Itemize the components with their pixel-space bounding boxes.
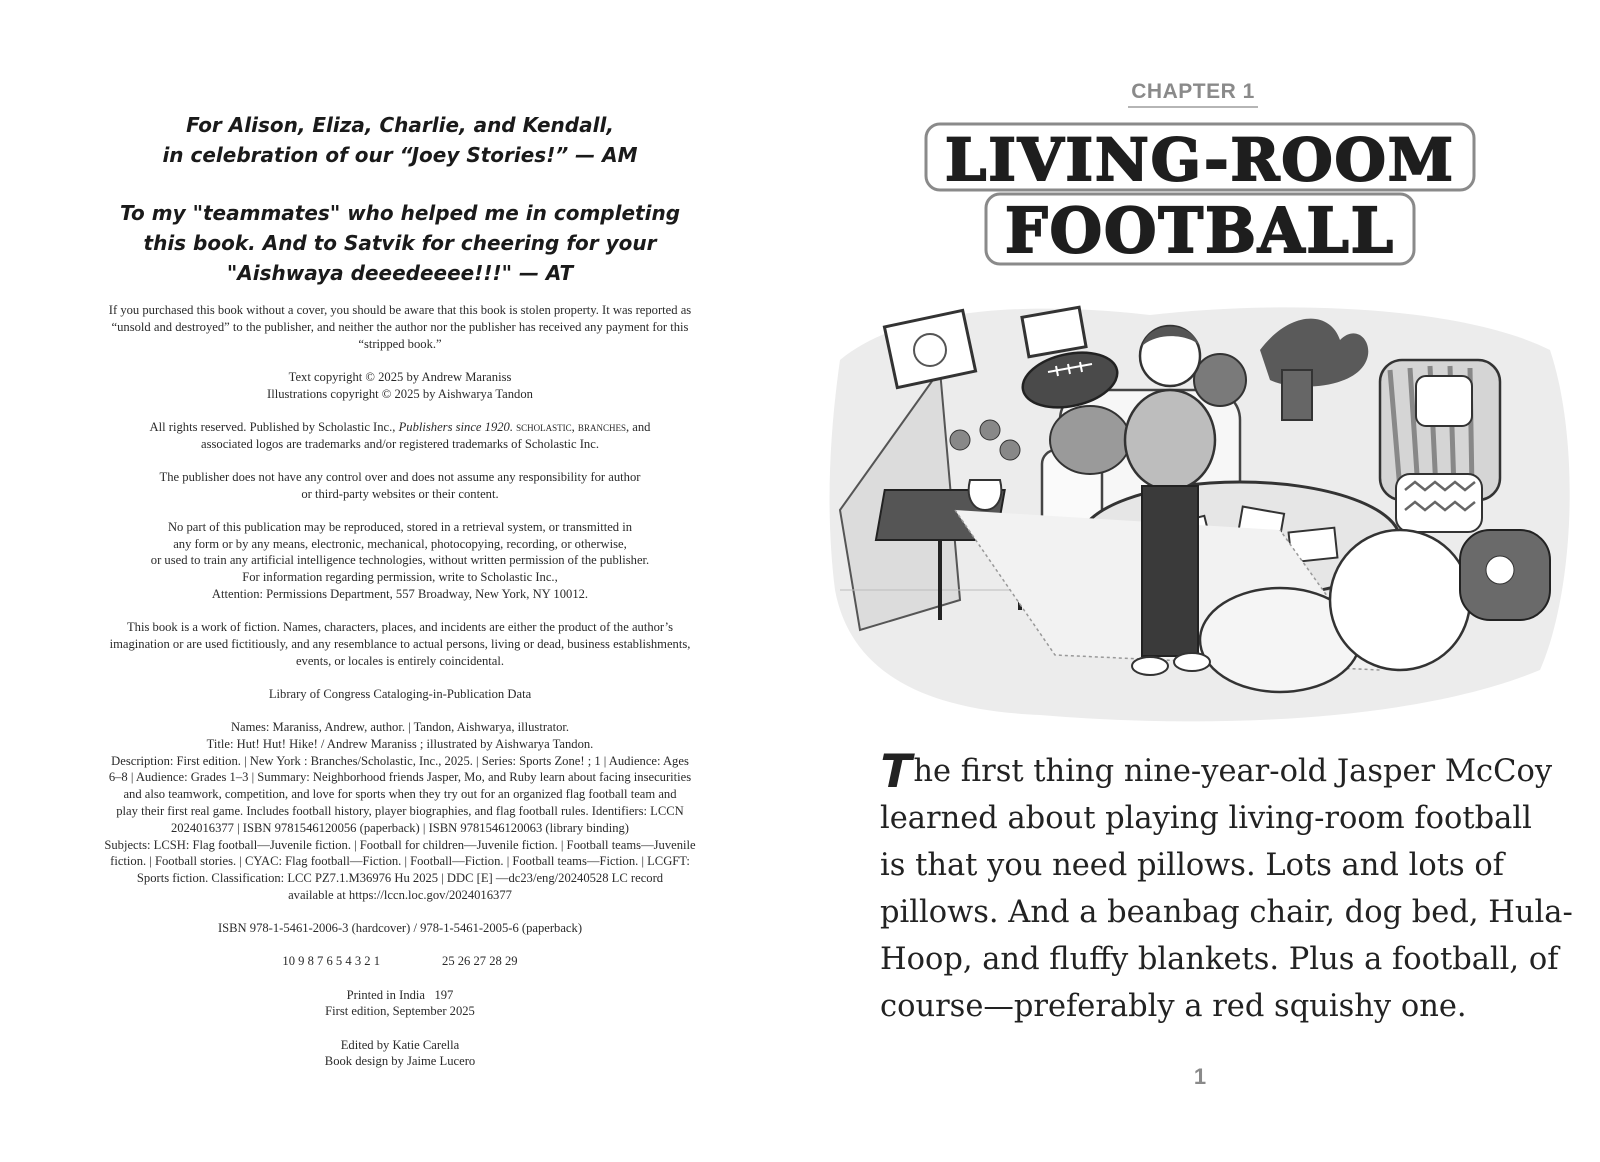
body-line: is that you need pillows. Lots and lots of	[880, 848, 1504, 883]
rights-reserved: All rights reserved. Published by Scholastic Inc., Publishers since 1920. scholastic, branches, and associated logos are trademarks and/or registered trademarks of Scholastic Inc.	[149, 419, 651, 451]
armchair-pillow	[1416, 376, 1472, 426]
reproduction-notice: No part of this publication may be reproduced, stored in a retrieval system, or transmitted in any form or by any means, electronic, mechanical, photocopying, recording, or otherwise, or used to train any artificial intelligence technologies, without written permission of the publisher. For information regarding permission, write to Scholastic Inc., Attention: Permissions Department, 557 Broadway, New York, NY 10012.	[150, 519, 650, 601]
dog-toy	[1486, 556, 1514, 584]
jasper-pants	[1142, 486, 1198, 656]
dedication-line: For Alison, Eliza, Charlie, and Kendall,	[186, 113, 614, 137]
illustrator-dedication	[70, 198, 730, 288]
chapter-title-line1: LIVING-ROOM	[945, 126, 1455, 194]
chapter-illustration	[820, 290, 1580, 730]
living-room-illustration	[820, 290, 1580, 730]
cushion	[1050, 406, 1130, 474]
jasper-sweatshirt	[1125, 390, 1215, 490]
year-numbers: 25 26 27 28 29	[442, 954, 518, 969]
isbn-line: ISBN 978-1-5461-2006-3 (hardcover) / 978-1-5461-2005-6 (paperback)	[217, 921, 583, 936]
chapter-label: CHAPTER 1	[1128, 80, 1258, 108]
right-page	[800, 0, 1600, 1162]
framed-dog-picture	[1022, 307, 1086, 356]
body-line: course—preferably a red squishy one.	[880, 989, 1467, 1024]
vase	[969, 480, 1002, 510]
printing-info: Printed in India 197 First edition, September 2025	[325, 987, 475, 1019]
chapter-title-art	[920, 118, 1480, 274]
dedication-line: "Aishwaya deeedeeee!!!" — AT	[226, 261, 574, 285]
body-line: learned about playing living-room football	[880, 801, 1532, 836]
flower	[980, 420, 1000, 440]
flower	[950, 430, 970, 450]
printing-numbers: 10 9 8 7 6 5 4 3 2 1	[282, 954, 381, 969]
author-dedication	[70, 110, 730, 170]
chapter-title-line2: FOOTBALL	[1005, 194, 1395, 267]
fiction-disclaimer: This book is a work of fiction. Names, characters, places, and incidents are either the product of the author’s imagination or are used fictitiously, and any resemblance to actual persons, living or dead, business establishments, events, or locales is entirely coincidental.	[109, 620, 691, 668]
zigzag-pillow	[1396, 474, 1482, 532]
flower	[1000, 440, 1020, 460]
body-line: The first thing nine-year-old Jasper McCoy	[874, 744, 1553, 798]
plant-pot	[1282, 370, 1312, 420]
copyright-notice: Text copyright © 2025 by Andrew Maraniss Illustrations copyright © 2025 by Aishwarya Tandon	[267, 369, 533, 401]
printing-line	[72, 953, 728, 970]
copyright-block	[72, 302, 728, 1087]
chapter-body-text	[874, 744, 1573, 1030]
body-line: pillows. And a beanbag chair, dog bed, Hula-	[880, 895, 1573, 930]
credits: Edited by Katie Carella Book design by Jaime Lucero	[324, 1037, 476, 1069]
chapter-title	[920, 118, 1480, 274]
page-number: 1	[1193, 1064, 1207, 1089]
dedication-line: in celebration of our “Joey Stories!” — AM	[162, 143, 638, 167]
cip-data: Names: Maraniss, Andrew, author. | Tandon, Aishwarya, illustrator. Title: Hut! Hut! Hike! / Andrew Maraniss ; illustrated by Aishwarya Tandon. Description: First edition. | New York : Branches/Scholastic, Inc., 2025. | Series: Sports Zone! ; 1 | Audience: Ages 6–8 | Audience: Grades 1–3 | Summary: Neighborhood friends Jasper, Mo, and Ruby learn about facing insecurities and also teamwork, competition, and love for sports when they try out for an organized flag football team and play their first real game. Includes football history, player biographies, and flag football rules. Identifiers: LCCN 2024016377 | ISBN 9781546120056 (paperback) | ISBN 9781546120063 (library binding) Subjects: LCSH: Flag football—Juvenile fiction. | Football for children—Juvenile fiction. | Football teams—Juvenile fiction. | Football stories. | CYAC: Flag football—Fiction. | Football—Fiction. | Football teams—Fiction. | LCGFT: Sports fiction. Classification: LCC PZ7.1.M36976 Hu 2025 | DDC [E] —dc23/eng/20240528 LC record available at https://lccn.loc.gov/2024016377	[104, 720, 696, 903]
jasper-shoe	[1174, 653, 1210, 671]
beanbag-chair	[1330, 530, 1470, 670]
stripped-book-notice: If you purchased this book without a cover, you should be aware that this book is stolen property. It was reported as “unsold and destroyed” to the publisher, and neither the author nor the publisher has received any payment for this “stripped book.”	[108, 303, 692, 351]
dedication-line: To my "teammates" who helped me in completing	[119, 201, 681, 225]
dedication-line: this book. And to Satvik for cheering for your	[143, 231, 657, 255]
loc-heading: Library of Congress Cataloging-in-Publication Data	[268, 686, 532, 701]
jasper-shoe	[1132, 657, 1168, 675]
round-pillow	[1194, 354, 1246, 406]
drop-cap: T	[874, 744, 918, 798]
body-line: Hoop, and fluffy blankets. Plus a football, of	[880, 942, 1559, 977]
publisher-disclaimer: The publisher does not have any control over and does not assume any responsibility for author or third-party websites or their content.	[159, 469, 641, 501]
